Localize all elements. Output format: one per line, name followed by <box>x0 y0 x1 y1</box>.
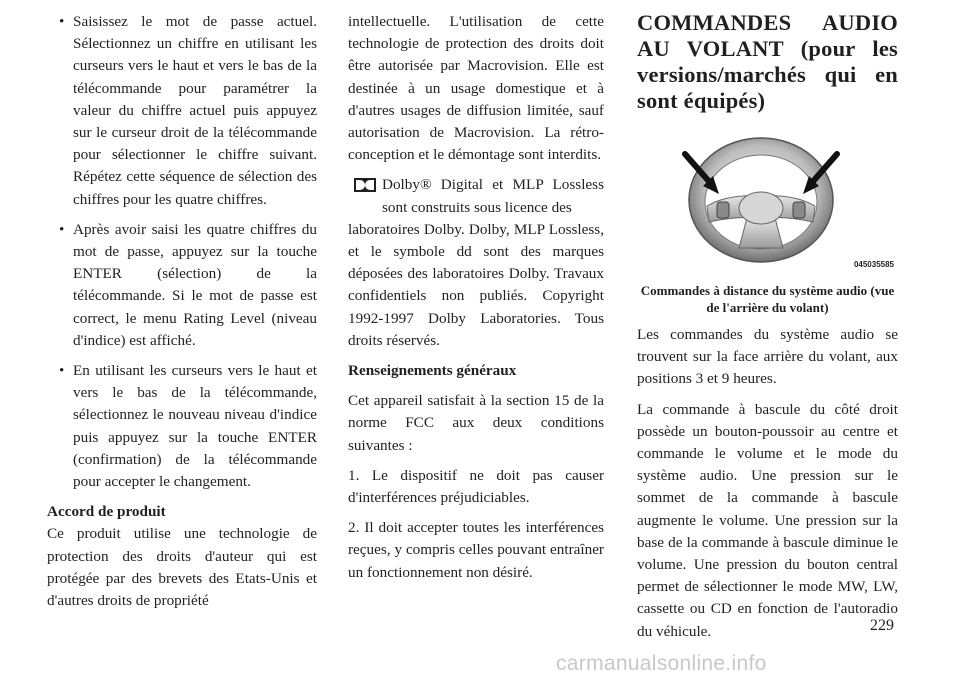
figure-caption: Commandes à distance du système audio (vue de l'arrière du volant) <box>640 283 895 315</box>
list-item: • Saisissez le mot de passe actuel. Sélectionnez un chiffre en utilisant les curseurs vers le haut et vers le bas de la télécommande pour paramétrer la valeur du chiffre actuel puis appuyez sur le curseur droit de la télécommande pour sélectionner le chiffre suivant. Répétez cette séquence de sélection des chiffres pour les quatre chiffres. <box>47 11 317 211</box>
instruction-list <box>47 11 317 493</box>
column-middle <box>348 11 604 584</box>
product-text: Ce produit utilise une technologie de protection des droits d'auteur qui est protégée par des brevets des Etats-Unis et d'autres droits de propriété <box>47 525 317 610</box>
general-text: Cet appareil satisfait à la section 15 de la norme FCC aux deux conditions suivantes : <box>348 392 604 454</box>
page-number: 229 <box>870 617 894 634</box>
audio-controls-location: Les commandes du système audio se trouvent sur la face arrière du volant, aux positions 3 et 9 heures. <box>637 326 898 388</box>
dolby-text: laboratoires Dolby. Dolby, MLP Lossless, et le symbole dd sont des marques déposées des laboratoires Dolby. Travaux confidentiels non publiés. Copyright 1992-1997 Dolby Laboratories. Tous droits réservés. <box>348 220 604 349</box>
figure-code: 045035585 <box>853 259 894 269</box>
steering-wheel-illustration <box>637 124 898 274</box>
audio-controls-description: La commande à bascule du côté droit possède un bouton-poussoir au centre et commande le volume et le mode du système audio. Une pression sur le sommet de la commande à bascule augmente le volume. Une pression sur la base de la commande à bascule diminue le volume. Une pression du bouton central permet de sélectionner le mode MW, LW, cassette ou CD en fonction de l'autoradio du véhicule. <box>637 400 898 640</box>
column-right <box>637 10 898 643</box>
steering-wheel-figure <box>637 124 898 282</box>
macrovision-text: intellectuelle. L'utilisation de cette technologie de protection des droits doit être autorisée par Macrovision. Elle est destinée à un usage domestique et à d'autres usages de diffusion limitée, sauf autorisation de Macrovision. La rétro-conception et le démontage sont interdits. <box>348 13 604 164</box>
list-item: • En utilisant les curseurs vers le haut et vers le bas de la télécommande, sélectionnez le nouveau niveau d'indice puis appuyez sur la touche ENTER (confirmation) de la télécommande pour accepter le changement. <box>47 360 317 493</box>
list-item: • Après avoir saisi les quatre chiffres du mot de passe, appuyez sur la touche ENTER (sélection) de la télécommande. Si le mot de passe est correct, le menu Rating Level (niveau d'indice) est affiché. <box>47 219 317 352</box>
product-heading: Accord de produit <box>47 503 166 521</box>
general-heading: Renseignements généraux <box>348 362 517 380</box>
section-title: COMMANDES AUDIO AU VOLANT (pour les versions/marchés qui en sont équipés) <box>637 10 898 113</box>
dolby-paragraph <box>348 174 604 218</box>
fcc-condition-1: 1. Le dispositif ne doit pas causer d'interférences préjudiciables. <box>348 466 604 507</box>
dolby-double-d-icon <box>354 178 376 192</box>
watermark: carmanualsonline.info <box>556 652 767 675</box>
column-left <box>47 11 317 612</box>
fcc-condition-2: 2. Il doit accepter toutes les interférences reçues, y compris celles pouvant entraîner un fonctionnement non désiré. <box>348 519 604 581</box>
dolby-first-line: Dolby® Digital et MLP Lossless sont construits sous licence des <box>382 176 604 216</box>
